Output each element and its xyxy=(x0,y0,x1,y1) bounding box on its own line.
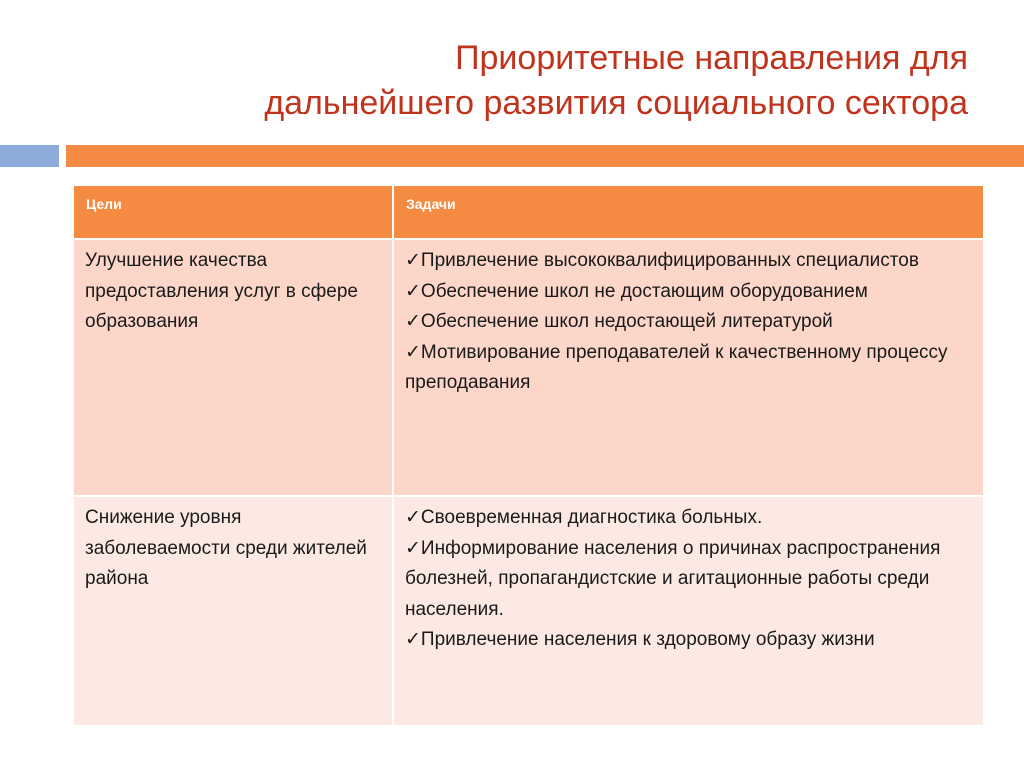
check-icon: ✓ xyxy=(405,341,421,363)
task-item xyxy=(405,307,971,338)
accent-bar-blue xyxy=(0,145,59,167)
task-item xyxy=(405,534,971,626)
goals-tasks-table xyxy=(72,184,985,727)
check-icon: ✓ xyxy=(405,507,421,528)
check-icon: ✓ xyxy=(405,311,421,332)
task-list xyxy=(405,246,971,399)
task-text: Информирование населения о причинах распространения болезней, пропагандистские и агитационные работы среди населения. xyxy=(405,537,941,620)
task-text: Своевременная диагностика больных. xyxy=(420,507,763,528)
header-goals: Цели xyxy=(73,185,393,239)
task-text: Обеспечение школ недостающей литературой xyxy=(420,311,833,332)
check-icon: ✓ xyxy=(405,250,421,271)
task-item xyxy=(405,277,971,308)
task-item xyxy=(405,625,971,656)
check-icon: ✓ xyxy=(405,537,421,559)
table-header-row xyxy=(73,185,984,239)
table-row xyxy=(73,239,984,496)
tasks-cell xyxy=(393,239,984,496)
slide-title-line-2: дальнейшего развития социального сектора xyxy=(264,84,968,122)
slide-title xyxy=(68,36,968,126)
task-item xyxy=(405,338,971,399)
task-item xyxy=(405,503,971,534)
task-list xyxy=(405,503,971,656)
goal-cell: Снижение уровня заболеваемости среди жителей района xyxy=(73,496,393,726)
check-icon: ✓ xyxy=(405,280,421,302)
slide-title-line-1: Приоритетные направления для xyxy=(455,39,968,77)
task-item xyxy=(405,246,971,277)
table-row xyxy=(73,496,984,726)
header-tasks: Задачи xyxy=(393,185,984,239)
check-icon: ✓ xyxy=(405,629,421,650)
accent-bar-orange xyxy=(66,145,1024,167)
goal-cell: Улучшение качества предоставления услуг в сфере образования xyxy=(73,239,393,496)
task-text: Мотивирование преподавателей к качественному процессу преподавания xyxy=(405,341,948,393)
task-text: Привлечение населения к здоровому образу жизни xyxy=(420,629,875,650)
task-text: Привлечение высококвалифицированных специалистов xyxy=(420,250,919,271)
tasks-cell xyxy=(393,496,984,726)
task-text: Обеспечение школ не достающим оборудованием xyxy=(420,280,868,302)
